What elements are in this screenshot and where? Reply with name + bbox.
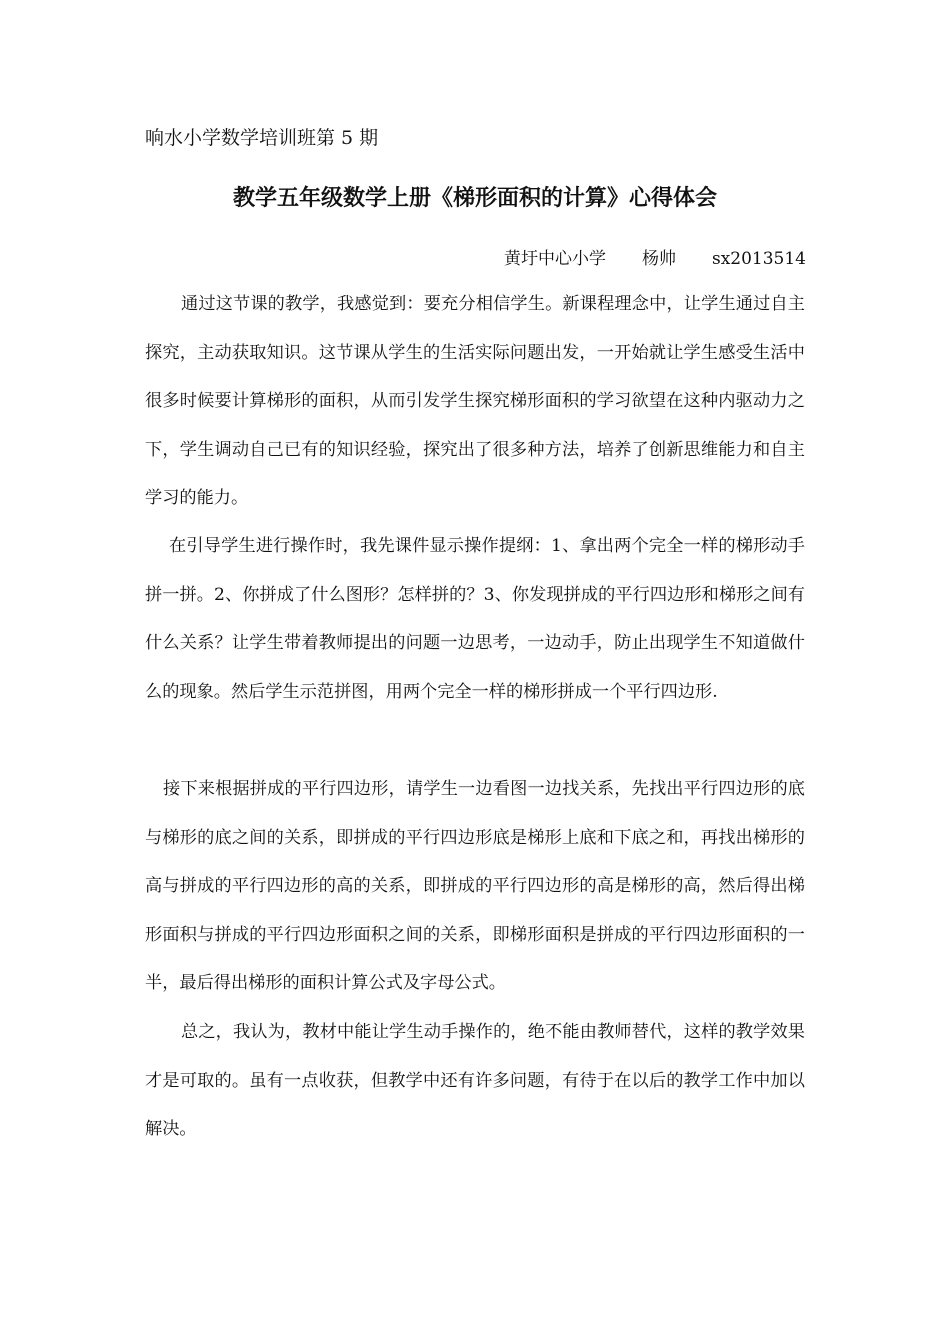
body-paragraph: 通过这节课的教学，我感觉到：要充分相信学生。新课程理念中，让学生通过自主探究，主动获取知识。这节课从学生的生活实际问题出发，一开始就让学生感受生活中很多时候要计算梯形的面积，从而引发学生探究梯形面积的学习欲望在这种内驱动力之下，学生调动自己已有的知识经验，探究出了很多种方法，培养了创新思维能力和自主学习的能力。 xyxy=(145,294,805,509)
body-paragraph: 总之，我认为，教材中能让学生动手操作的，绝不能由教师替代，这样的教学效果才是可取的。虽有一点收获，但教学中还有许多问题，有待于在以后的教学工作中加以解决。 xyxy=(145,1022,805,1140)
school-name: 黄圩中心小学 xyxy=(503,249,606,269)
document-title: 教学五年级数学上册《梯形面积的计算》心得体会 xyxy=(232,185,717,211)
author-code: sx2013514 xyxy=(711,249,806,269)
training-session-header: 响水小学数学培训班第 5 期 xyxy=(145,127,379,149)
body-paragraph: 在引导学生进行操作时，我先课件显示操作提纲：1、拿出两个完全一样的梯形动手拼一拼。2、你拼成了什么图形？怎样拼的？3、你发现拼成的平行四边形和梯形之间有什么关系？让学生带着教师提出的问题一边思考，一边动手，防止出现学生不知道做什么的现象。然后学生示范拼图，用两个完全一样的梯形拼成一个平行四边形. xyxy=(145,536,805,702)
body-paragraph: 接下来根据拼成的平行四边形，请学生一边看图一边找关系，先找出平行四边形的底与梯形的底之间的关系，即拼成的平行四边形底是梯形上底和下底之和，再找出梯形的高与拼成的平行四边形的高的关系，即拼成的平行四边形的高是梯形的高，然后得出梯形面积与拼成的平行四边形面积之间的关系，即梯形面积是拼成的平行四边形面积的一半，最后得出梯形的面积计算公式及字母公式。 xyxy=(145,779,805,994)
author-byline xyxy=(504,246,806,272)
author-name: 杨帅 xyxy=(641,249,676,269)
